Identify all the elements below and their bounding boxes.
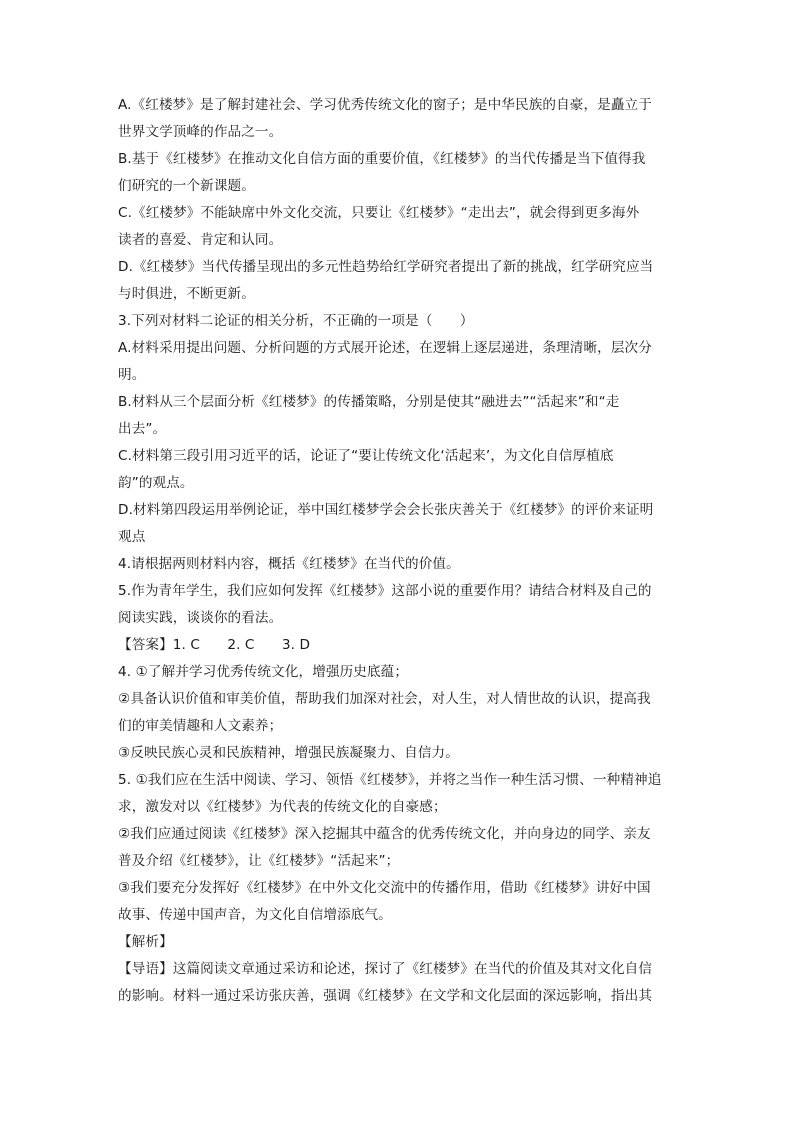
answer-4-line-1: 4. ①了解并学习优秀传统文化，增强历史底蕴；: [118, 664, 409, 680]
option-d-line-2: 与时俱进，不断更新。: [118, 286, 255, 302]
intro-line-1: 【导语】这篇阅读文章通过采访和论述，探讨了《红楼梦》在当代的价值及其对文化自信: [118, 961, 653, 977]
q3-option-c-line-2: 韵”的观点。: [118, 475, 194, 491]
answer-5-line-3: ②我们应通过阅读《红楼梦》深入挖掘其中蕴含的优秀传统文化，并向身边的同学、亲友: [118, 826, 651, 842]
answer-4-line-3: 们的审美情趣和人文素养；: [118, 718, 283, 734]
intro-line-2: 的影响。材料一通过采访张庆善，强调《红楼梦》在文学和文化层面的深远影响，指出其: [118, 988, 653, 1004]
question-5-line-2: 阅读实践，谈谈你的看法。: [118, 610, 283, 626]
q3-option-b-line-2: 出去”。: [118, 421, 167, 437]
answer-5-line-2: 求，激发对以《红楼梦》为代表的传统文化的自豪感；: [118, 799, 447, 815]
answer-4-line-2: ②具备认识价值和审美价值，帮助我们加深对社会，对人生，对人情世故的认识，提高我: [118, 691, 651, 707]
option-b-line-2: 们研究的一个新课题。: [118, 178, 255, 194]
option-d-line-1: D.《红楼梦》当代传播呈现出的多元性趋势给红学研究者提出了新的挑战，红学研究应当: [118, 259, 654, 275]
q3-option-a-line-2: 明。: [118, 367, 146, 383]
q3-option-d-line-2: 观点: [118, 529, 146, 545]
q3-option-a-line-1: A.材料采用提出问题、分析问题的方式展开论述，在逻辑上逐层递进，条理清晰，层次分: [118, 340, 652, 356]
option-a-line-1: A.《红楼梦》是了解封建社会、学习优秀传统文化的窗子；是中华民族的自豪，是矗立于: [118, 97, 652, 113]
answer-5-line-4: 普及介绍《红楼梦》，让《红楼梦》“活起来”；: [118, 853, 400, 869]
question-5-line-1: 5.作为青年学生，我们应如何发挥《红楼梦》这部小说的重要作用？请结合材料及自己的: [118, 583, 652, 599]
answer-5-line-6: 故事、传递中国声音，为文化自信增添底气。: [118, 907, 392, 923]
question-3: 3.下列对材料二论证的相关分析，不正确的一项是（ ）: [118, 313, 474, 329]
answer-5-line-1: 5. ①我们应在生活中阅读、学习、领悟《红楼梦》，并将之当作一种生活习惯、一种精神追: [118, 772, 662, 788]
analysis-heading: 【解析】: [118, 934, 173, 950]
answer-5-line-5: ③我们要充分发挥好《红楼梦》在中外文化交流中的传播作用，借助《红楼梦》讲好中国: [118, 880, 651, 896]
q3-option-d-line-1: D.材料第四段运用举例论证，举中国红楼梦学会会长张庆善关于《红楼梦》的评价来证明: [118, 502, 654, 518]
option-a-line-2: 世界文学顶峰的作品之一。: [118, 124, 283, 140]
document-page: [118, 92, 678, 1010]
question-4: 4.请根据两则材料内容，概括《红楼梦》在当代的价值。: [118, 556, 460, 572]
option-b-line-1: B.基于《红楼梦》在推动文化自信方面的重要价值，《红楼梦》的当代传播是当下值得我: [118, 151, 646, 167]
q3-option-b-line-1: B.材料从三个层面分析《红楼梦》的传播策略，分别是使其“融进去”“活起来”和“走: [118, 394, 620, 410]
answer-4-line-4: ③反映民族心灵和民族精神，增强民族凝聚力、自信力。: [118, 745, 459, 761]
answer-heading: 【答案】1. C 2. C 3. D: [118, 637, 311, 653]
option-c-line-2: 读者的喜爱、肯定和认同。: [118, 232, 283, 248]
option-c-line-1: C.《红楼梦》不能缺席中外文化交流，只要让《红楼梦》“走出去”，就会得到更多海外: [118, 205, 640, 221]
q3-option-c-line-1: C.材料第三段引用习近平的话，论证了“要让传统文化‘活起来’，为文化自信厚植底: [118, 448, 614, 464]
